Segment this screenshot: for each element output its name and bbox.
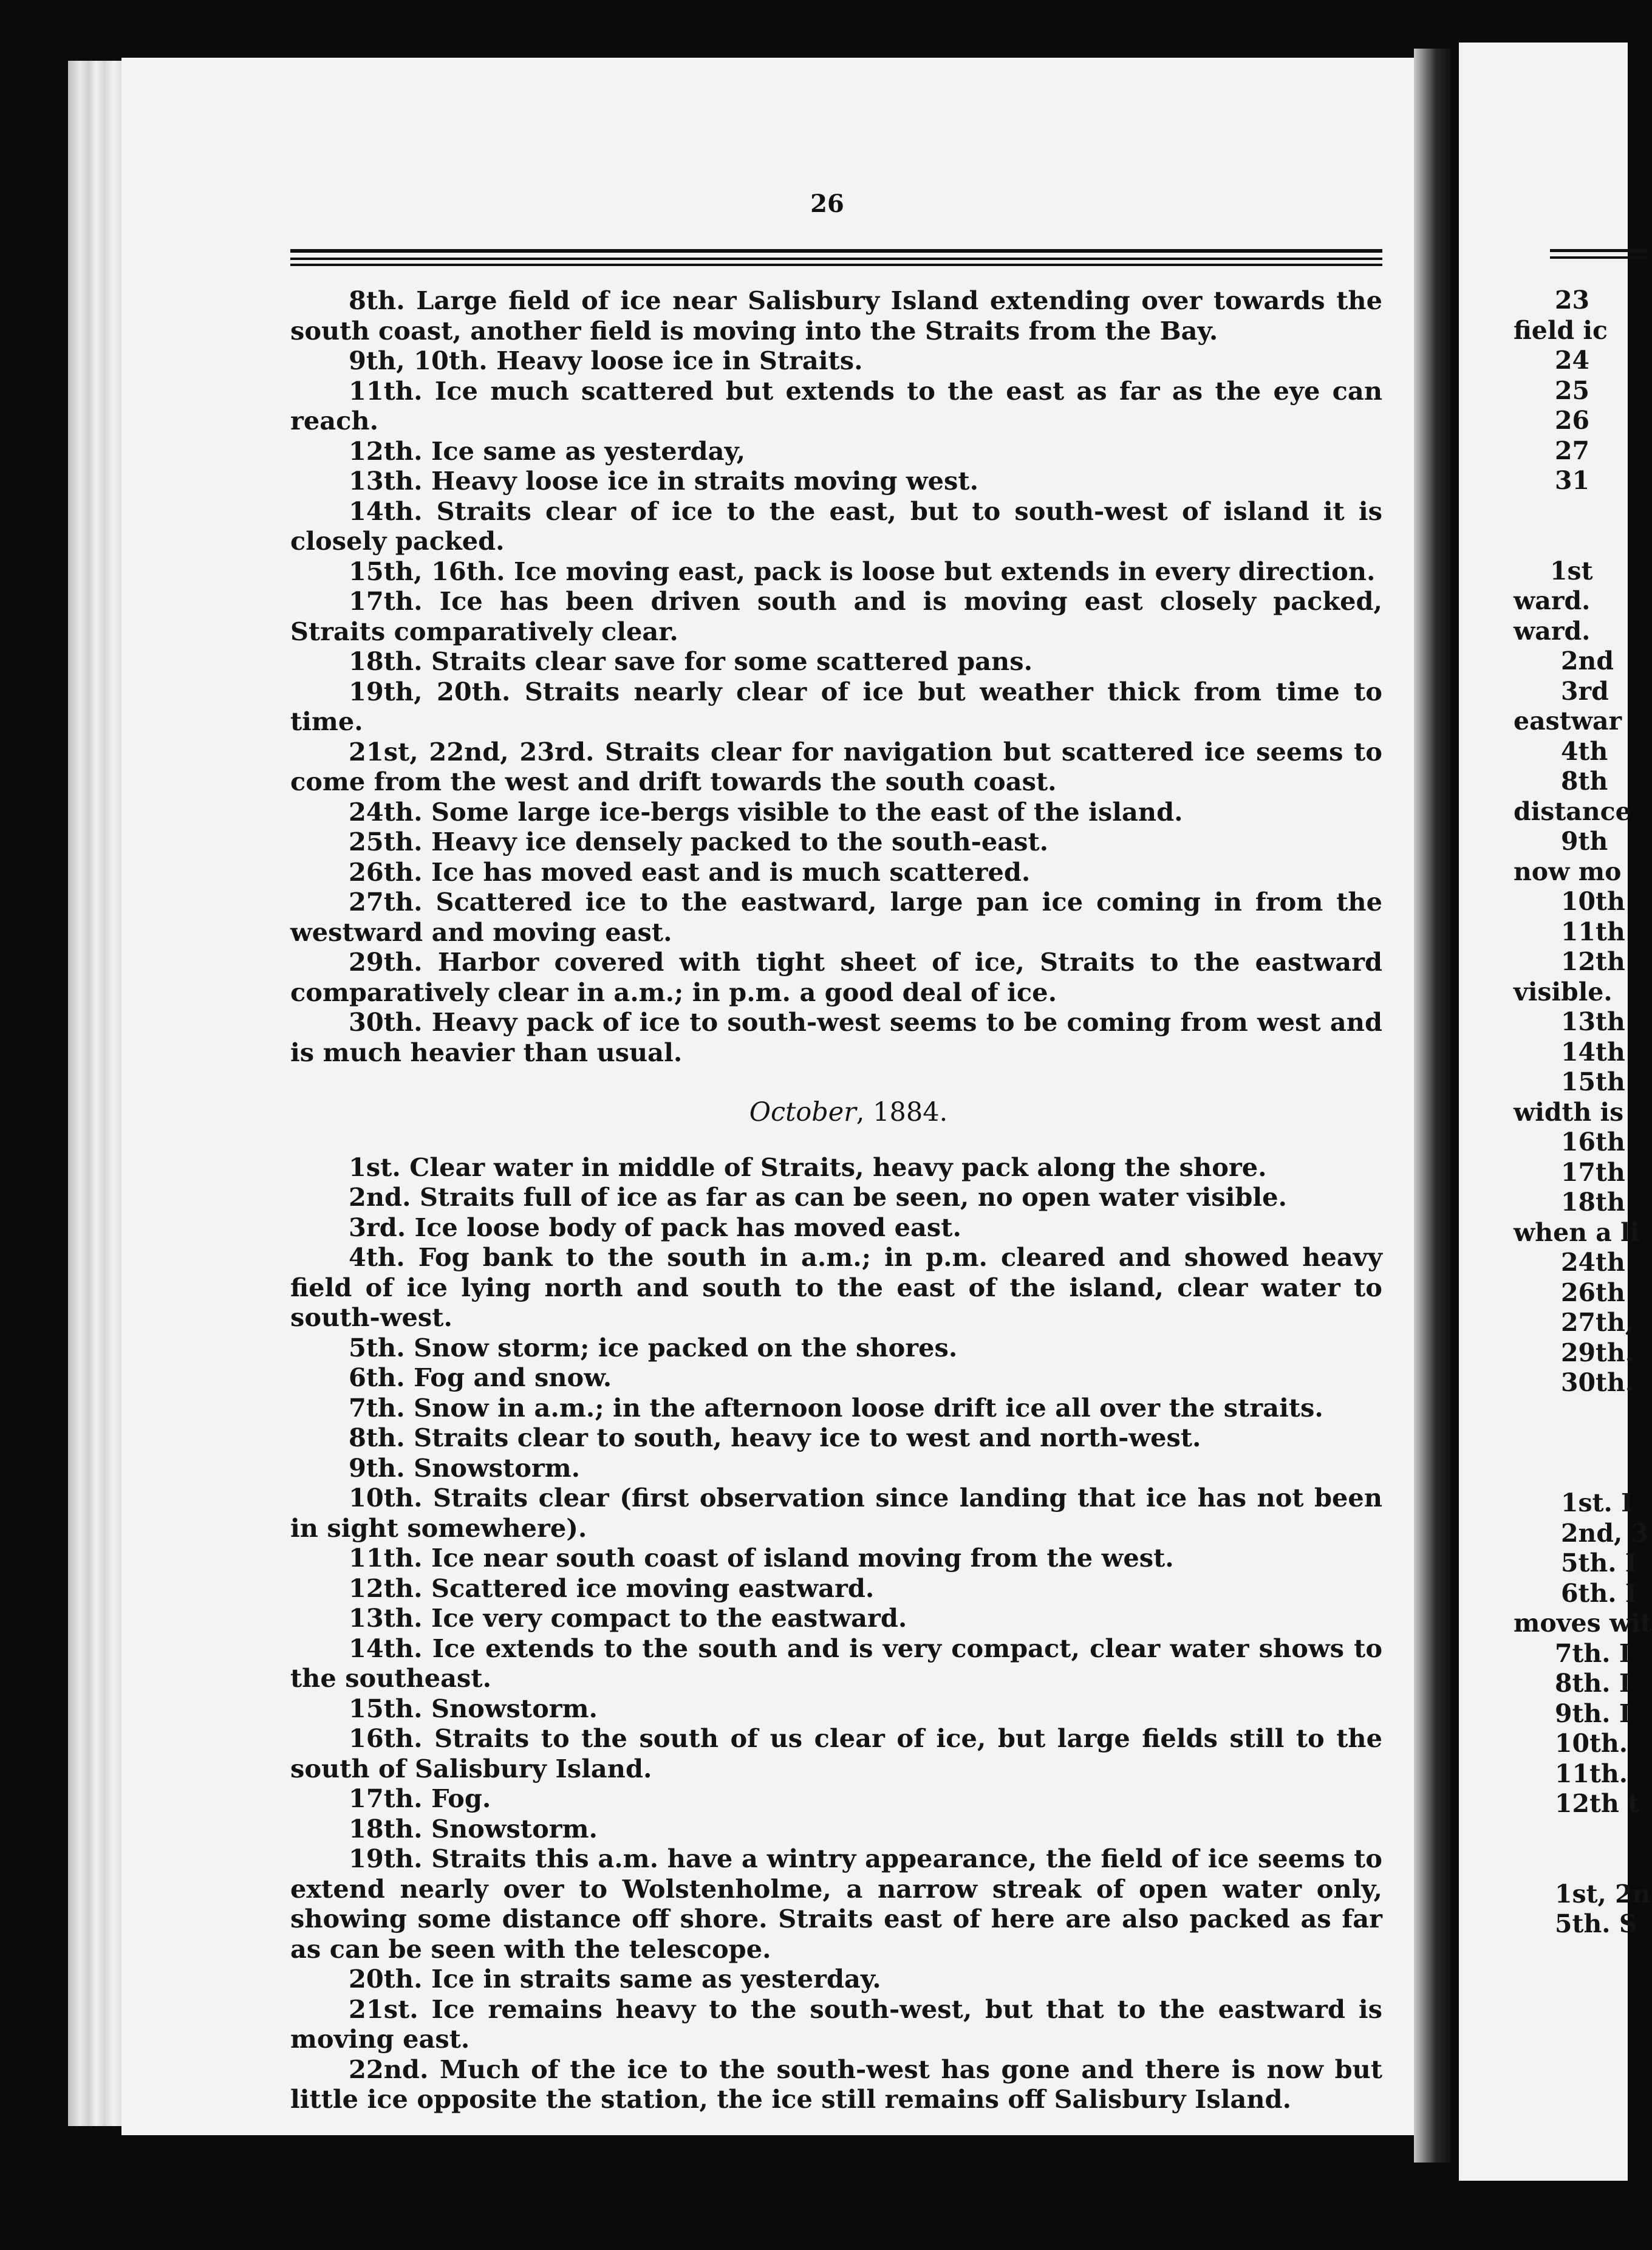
diary-entry: 22nd. Much of the ice to the south-west has gone and there is now but little ice opposite the station, the ice still remains off Salisbury Island. [290, 2054, 1382, 2114]
diary-entry: 5th. Snow storm; ice packed on the shores. [349, 1332, 958, 1363]
september-entries [290, 286, 1382, 1067]
facing-line: moves wit [1514, 1609, 1652, 1638]
facing-line: 8th [1561, 767, 1608, 796]
diary-entry: 6th. Fog and snow. [349, 1363, 612, 1392]
facing-line: 12th t [1555, 1789, 1640, 1818]
header-rule [290, 258, 1382, 260]
diary-entry: 8th. Straits clear to south, heavy ice to west and north-west. [349, 1423, 1201, 1452]
facing-line: 7th. I [1555, 1638, 1631, 1668]
facing-line: 6th. I [1561, 1578, 1637, 1608]
diary-entry: 21st, 22nd, 23rd. Straits clear for navigation but scattered ice seems to come from the west and drift towards the south coast. [290, 736, 1382, 796]
book-spine [1414, 49, 1450, 2163]
diary-entry: 25th. Heavy ice densely packed to the south-east. [349, 827, 1049, 857]
diary-entry: 2nd. Straits full of ice as far as can be seen, no open water visible. [349, 1182, 1287, 1212]
facing-line: 25 [1555, 375, 1590, 405]
heading-year: , 1884. [856, 1097, 948, 1127]
section-heading [290, 1098, 1382, 1128]
facing-line: 26th [1561, 1277, 1625, 1307]
facing-line: when a li [1514, 1217, 1640, 1247]
heading-month: October [749, 1097, 856, 1127]
diary-entry: 13th. Ice very compact to the eastward. [349, 1603, 907, 1633]
diary-entry: 9th, 10th. Heavy loose ice in Straits. [349, 346, 863, 375]
facing-line: 10th. [1555, 1729, 1628, 1758]
diary-entry: 24th. Some large ice-bergs visible to the east of the island. [349, 796, 1183, 827]
diary-entry: 14th. Ice extends to the south and is very compact, clear water shows to the southeast. [290, 1633, 1382, 1693]
facing-header-rule [1550, 256, 1647, 259]
diary-entry: 21st. Ice remains heavy to the south-west, but that to the eastward is moving east. [290, 1994, 1382, 2054]
header-rule [290, 264, 1382, 266]
facing-line: 2nd, 3 [1561, 1518, 1649, 1548]
diary-entry: 18th. Straits clear save for some scattered pans. [349, 646, 1033, 676]
facing-line: visible. [1514, 977, 1613, 1007]
diary-entry: 27th. Scattered ice to the eastward, large pan ice coming in from the westward and moving east. [290, 887, 1382, 947]
facing-line [1459, 1398, 1628, 1429]
facing-line: 10th [1561, 887, 1625, 916]
diary-entry: 3rd. Ice loose body of pack has moved east. [349, 1212, 961, 1242]
diary-entry: 10th. Straits clear (first observation since landing that ice has not been in sight somewhere). [290, 1483, 1382, 1543]
facing-line: 11th. [1555, 1759, 1628, 1788]
facing-line: ward. [1514, 586, 1591, 615]
diary-entry: 12th. Scattered ice moving eastward. [349, 1573, 875, 1603]
facing-line: 31 [1555, 466, 1590, 495]
diary-entry: 20th. Ice in straits same as yesterday. [349, 1964, 881, 1994]
diary-entry: 11th. Ice much scattered but extends to the east as far as the eye can reach. [290, 375, 1382, 436]
facing-line: 23 [1555, 286, 1590, 315]
facing-line: eastwar [1514, 706, 1622, 736]
facing-line: 5th. I [1561, 1548, 1637, 1578]
facing-page [1459, 43, 1652, 2181]
diary-entry: 19th. Straits this a.m. have a wintry appearance, the field of ice seems to extend nearly over to Wolstenholme, a narrow streak of open water only, showing some distance off shore. Straits east of here are also packed as far as can be seen with the telescope. [290, 1844, 1382, 1964]
facing-line: 17th [1561, 1157, 1625, 1187]
facing-line: 9th. I [1555, 1698, 1631, 1728]
facing-line: 15th [1561, 1067, 1625, 1096]
facing-line: 14th [1561, 1037, 1625, 1067]
facing-line: distance [1514, 796, 1631, 826]
diary-entry: 11th. Ice near south coast of island moving from the west. [349, 1543, 1174, 1573]
facing-line: 26 [1555, 406, 1590, 435]
diary-entry: 13th. Heavy loose ice in straits moving west. [349, 466, 979, 496]
diary-entry: 1st. Clear water in middle of Straits, heavy pack along the shore. [349, 1152, 1267, 1182]
diary-entry: 29th. Harbor covered with tight sheet of ice, Straits to the eastward comparatively clear in a.m.; in p.m. a good deal of ice. [290, 947, 1382, 1007]
diary-entry: 7th. Snow in a.m.; in the afternoon loose drift ice all over the straits. [349, 1392, 1323, 1423]
facing-line [1459, 526, 1628, 556]
facing-line: 3rd [1561, 676, 1609, 706]
diary-entry: 30th. Heavy pack of ice to south-west seems to be coming from west and is much heavier than usual. [290, 1007, 1382, 1067]
diary-entry: 19th, 20th. Straits nearly clear of ice but weather thick from time to time. [290, 676, 1382, 736]
facing-line: ward. [1514, 616, 1591, 646]
october-entries [290, 1152, 1382, 2115]
facing-line: 2nd [1561, 646, 1614, 675]
body-text [290, 286, 1382, 2115]
facing-line: 27th, [1561, 1308, 1634, 1337]
header-rule [290, 249, 1382, 253]
facing-line: 12th [1561, 947, 1625, 976]
facing-line: 1st [1550, 556, 1593, 586]
facing-line: 16th [1561, 1127, 1625, 1157]
facing-line: 27 [1555, 436, 1590, 465]
facing-line: width is [1514, 1097, 1624, 1127]
facing-line: 4th [1561, 736, 1608, 766]
facing-line: 13th [1561, 1007, 1625, 1036]
diary-entry: 12th. Ice same as yesterday, [349, 436, 746, 466]
facing-line: 1st. I [1561, 1488, 1633, 1517]
diary-entry: 15th, 16th. Ice moving east, pack is loose but extends in every direction. [349, 556, 1376, 586]
facing-line: now mo [1514, 857, 1622, 886]
facing-line: 18th [1561, 1188, 1625, 1217]
facing-page-text [1459, 286, 1652, 1940]
facing-line: 24th [1561, 1248, 1625, 1277]
facing-line: 1st, 2n [1555, 1879, 1651, 1909]
facing-line [1459, 1819, 1628, 1850]
facing-line [1459, 1458, 1628, 1489]
left-page-edges [68, 61, 123, 2126]
facing-line: 11th [1561, 917, 1625, 946]
diary-entry: 9th. Snowstorm. [349, 1452, 581, 1483]
facing-line [1459, 496, 1628, 527]
facing-line: 9th [1561, 827, 1608, 856]
facing-line: field ic [1514, 315, 1608, 345]
diary-entry: 8th. Large field of ice near Salisbury Island extending over towards the south coast, another field is moving into the Straits from the Bay. [290, 286, 1382, 346]
diary-entry: 17th. Fog. [349, 1783, 491, 1813]
diary-entry: 18th. Snowstorm. [349, 1813, 598, 1844]
facing-line [1459, 1849, 1628, 1879]
diary-entry: 14th. Straits clear of ice to the east, but to south-west of island it is closely packed. [290, 496, 1382, 556]
facing-line: 29th. [1561, 1338, 1634, 1367]
facing-line [1459, 1428, 1628, 1458]
facing-line: 24 [1555, 346, 1590, 375]
diary-entry: 4th. Fog bank to the south in a.m.; in p.m. cleared and showed heavy field of ice lying north and south to the east of the island, clear water to south-west. [290, 1242, 1382, 1332]
diary-entry: 16th. Straits to the south of us clear of ice, but large fields still to the south of Salisbury Island. [290, 1723, 1382, 1783]
diary-entry: 17th. Ice has been driven south and is moving east closely packed, Straits comparatively clear. [290, 586, 1382, 646]
facing-line: 8th. I [1555, 1669, 1631, 1698]
facing-line: 5th. S [1555, 1909, 1637, 1938]
page-number: 26 [810, 190, 844, 218]
diary-entry: 15th. Snowstorm. [349, 1693, 598, 1723]
facing-line: 30th. [1561, 1368, 1634, 1397]
diary-entry: 26th. Ice has moved east and is much scattered. [349, 857, 1031, 887]
facing-header-rule [1550, 249, 1647, 252]
